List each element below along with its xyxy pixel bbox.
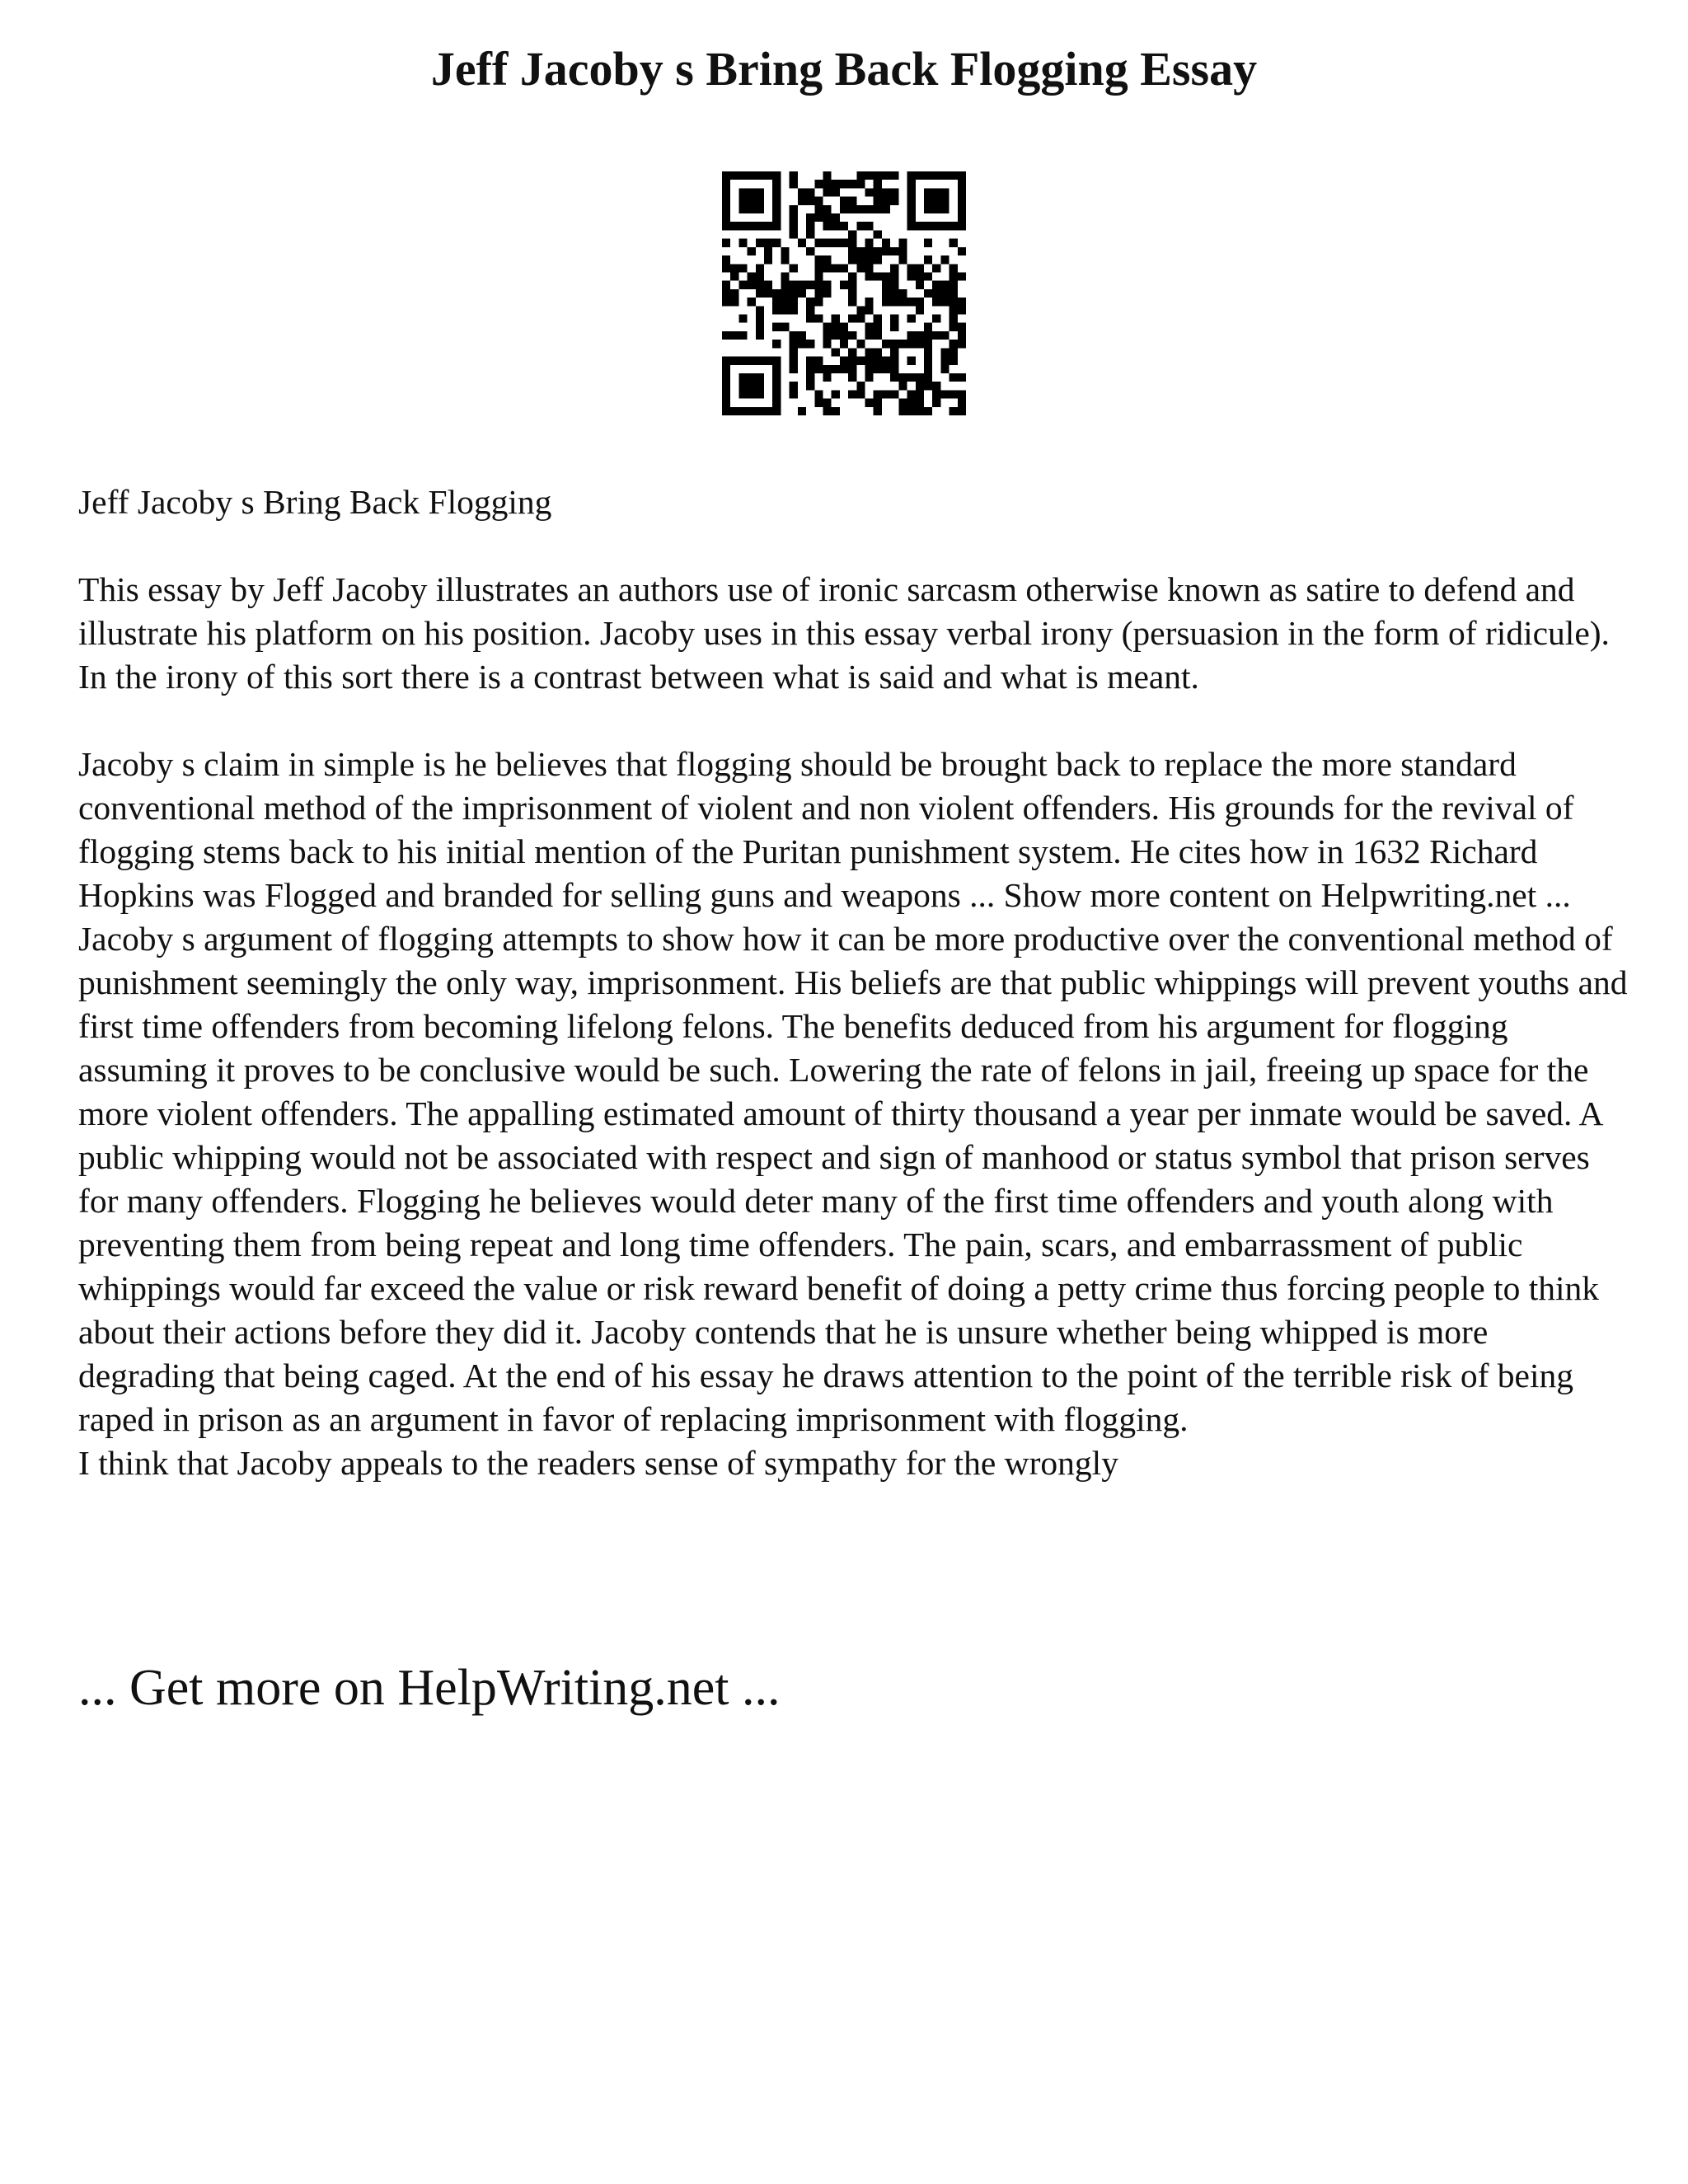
document-title: Jeff Jacoby s Bring Back Flogging Essay — [430, 42, 1258, 96]
essay-body — [78, 480, 1628, 1485]
paragraph: Jacoby s argument of flogging attempts to show how it can be more productive over the conventional method of punishment seemingly the only way, imprisonment. His beliefs are that public whippings will prevent youths and first time offenders from becoming lifelong felons. The benefits deduced from his argument for flogging assuming it proves to be conclusive would be such. Lowering the rate of felons in jail, freeing up space for the more violent offenders. The appalling estimated amount of thirty thousand a year per inmate would be saved. A public whipping would not be associated with respect and sign of manhood or status symbol that prison serves for many offenders. Flogging he believes would deter many of the first time offenders and youth along with preventing them from being repeat and long time offenders. The pain, scars, and embarrassment of public whippings would far exceed the value or risk reward benefit of doing a petty crime thus forcing people to think about their actions before they did it. Jacoby contends that he is unsure whether being whipped is more degrading that being caged. At the end of his essay he draws attention to the point of the terrible risk of being raped in prison as an argument in favor of replacing imprisonment with flogging. — [78, 920, 1628, 1438]
essay-subtitle: Jeff Jacoby s Bring Back Flogging — [78, 483, 552, 521]
paragraph: I think that Jacoby appeals to the readers sense of sympathy for the wrongly — [78, 1444, 1118, 1482]
qr-code-icon — [722, 171, 966, 415]
paragraph: This essay by Jeff Jacoby illustrates an authors use of ironic sarcasm otherwise known as satire to defend and illustrate his platform on his position. Jacoby uses in this essay verbal irony (persuasion in the form of ridicule). In the irony of this sort there is a contrast between what is said and what is meant. — [78, 570, 1610, 696]
get-more-link[interactable]: ... Get more on HelpWriting.net ... — [78, 1660, 781, 1716]
paragraph: Jacoby s claim in simple is he believes that flogging should be brought back to replace the more standard conventional method of the imprisonment of violent and non violent offenders. His grounds for the revival of flogging stems back to his initial mention of the Puritan punishment system. He cites how in 1632 Richard Hopkins was Flogged and branded for selling guns and weapons ... Show more content on Helpwriting.net ... — [78, 745, 1574, 914]
